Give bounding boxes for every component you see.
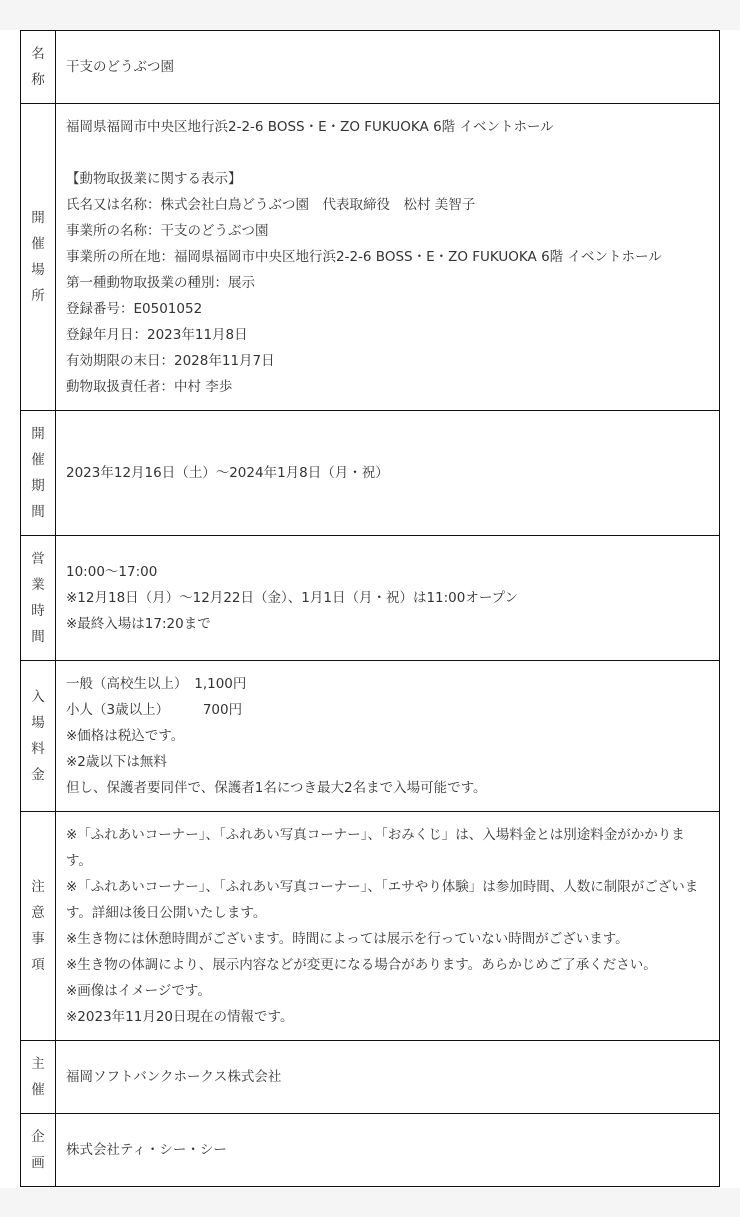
row-hours <box>21 536 720 661</box>
value-line: ※最終入場は17:20まで <box>66 616 211 632</box>
value-line: ※生き物の体調により、展示内容などが変更になる場合があります。あらかじめご了承ください。 <box>66 957 657 973</box>
value-line: ※価格は税込です。 <box>66 728 185 744</box>
label-char: 開 <box>31 426 45 442</box>
value-line: ※画像はイメージです。 <box>66 983 211 999</box>
label-char: 企 <box>31 1129 45 1145</box>
label-char: 場 <box>31 715 45 731</box>
value-line: 福岡ソフトバンクホークス株式会社 <box>66 1069 282 1085</box>
label-char: 意 <box>31 905 45 921</box>
row-value <box>56 1114 720 1187</box>
row-label <box>21 104 56 411</box>
label-char: 間 <box>31 504 45 520</box>
label-char: 業 <box>31 577 45 593</box>
row-organizer <box>21 1041 720 1114</box>
value-line: ※2023年11月20日現在の情報です。 <box>66 1009 294 1025</box>
value-line: 但し、保護者要同伴で、保護者1名につき最大2名まで入場可能です。 <box>66 780 487 796</box>
row-label <box>21 31 56 104</box>
value-line: 事業所の名称：干支のどうぶつ園 <box>66 223 269 239</box>
label-char: 催 <box>31 1082 45 1098</box>
row-label <box>21 536 56 661</box>
blank-line <box>66 140 709 166</box>
label-char: 開 <box>31 210 45 226</box>
row-value <box>56 31 720 104</box>
value-line: ※「ふれあいコーナー」、「ふれあい写真コーナー」、「エサやり体験」は参加時間、人数に制限がございます。詳細は後日公開いたします。 <box>66 879 699 921</box>
value-line: ※2歳以下は無料 <box>66 754 167 770</box>
label-char: 時 <box>31 603 45 619</box>
label-char: 主 <box>31 1056 45 1072</box>
row-value <box>56 661 720 812</box>
row-name <box>21 31 720 104</box>
value-line: 小人（3歳以上） 700円 <box>66 702 243 718</box>
label-char: 注 <box>31 879 45 895</box>
row-admission <box>21 661 720 812</box>
label-char: 営 <box>31 551 45 567</box>
label-char: 項 <box>31 957 45 973</box>
value-line: 一般（高校生以上） 1,100円 <box>66 676 247 692</box>
label-char: 所 <box>31 288 45 304</box>
row-value <box>56 1041 720 1114</box>
event-info-table <box>20 30 720 1187</box>
label-char: 催 <box>31 236 45 252</box>
value-line: ※「ふれあいコーナー」、「ふれあい写真コーナー」、「おみくじ」は、入場料金とは別途料金がかかります。 <box>66 827 685 869</box>
label-char: 間 <box>31 629 45 645</box>
row-period <box>21 411 720 536</box>
label-char: 事 <box>31 931 45 947</box>
row-venue <box>21 104 720 411</box>
label-char: 称 <box>31 72 45 88</box>
value-line: 事業所の所在地：福岡県福岡市中央区地行浜2-2-6 BOSS・E・ZO FUKUOKA 6階 イベントホール <box>66 249 662 265</box>
value-line: 10:00～17:00 <box>66 564 158 580</box>
value-line: 2023年12月16日（土）～2024年1月8日（月・祝） <box>66 465 389 481</box>
row-notes <box>21 812 720 1041</box>
label-char: 名 <box>31 46 45 62</box>
label-char: 金 <box>31 767 45 783</box>
value-line: 株式会社ティ・シー・シー <box>66 1142 227 1158</box>
row-value <box>56 812 720 1041</box>
value-line: 動物取扱責任者：中村 李歩 <box>66 379 233 395</box>
row-value <box>56 411 720 536</box>
row-value <box>56 536 720 661</box>
value-line: 登録年月日：2023年11月8日 <box>66 327 248 343</box>
row-value <box>56 104 720 411</box>
value-line: 福岡県福岡市中央区地行浜2-2-6 BOSS・E・ZO FUKUOKA 6階 イベントホール <box>66 119 554 135</box>
value-line: 【動物取扱業に関する表示】 <box>66 171 242 187</box>
value-line: 有効期限の末日：2028年11月7日 <box>66 353 275 369</box>
label-char: 場 <box>31 262 45 278</box>
row-label <box>21 661 56 812</box>
label-char: 催 <box>31 452 45 468</box>
label-char: 期 <box>31 478 45 494</box>
label-char: 画 <box>31 1155 45 1171</box>
label-char: 料 <box>31 741 45 757</box>
row-label <box>21 1114 56 1187</box>
row-planner <box>21 1114 720 1187</box>
value-line: 登録番号：E0501052 <box>66 301 203 317</box>
value-line: 干支のどうぶつ園 <box>66 59 174 75</box>
value-line: ※12月18日（月）～12月22日（金）、1月1日（月・祝）は11:00オープン <box>66 590 519 606</box>
label-char: 入 <box>31 689 45 705</box>
value-line: ※生き物には休憩時間がございます。時間によっては展示を行っていない時間がございます。 <box>66 931 629 947</box>
value-line: 氏名又は名称：株式会社白鳥どうぶつ園 代表取締役 松村 美智子 <box>66 197 476 213</box>
row-label <box>21 411 56 536</box>
row-label <box>21 812 56 1041</box>
value-line: 第一種動物取扱業の種別：展示 <box>66 275 255 291</box>
row-label <box>21 1041 56 1114</box>
